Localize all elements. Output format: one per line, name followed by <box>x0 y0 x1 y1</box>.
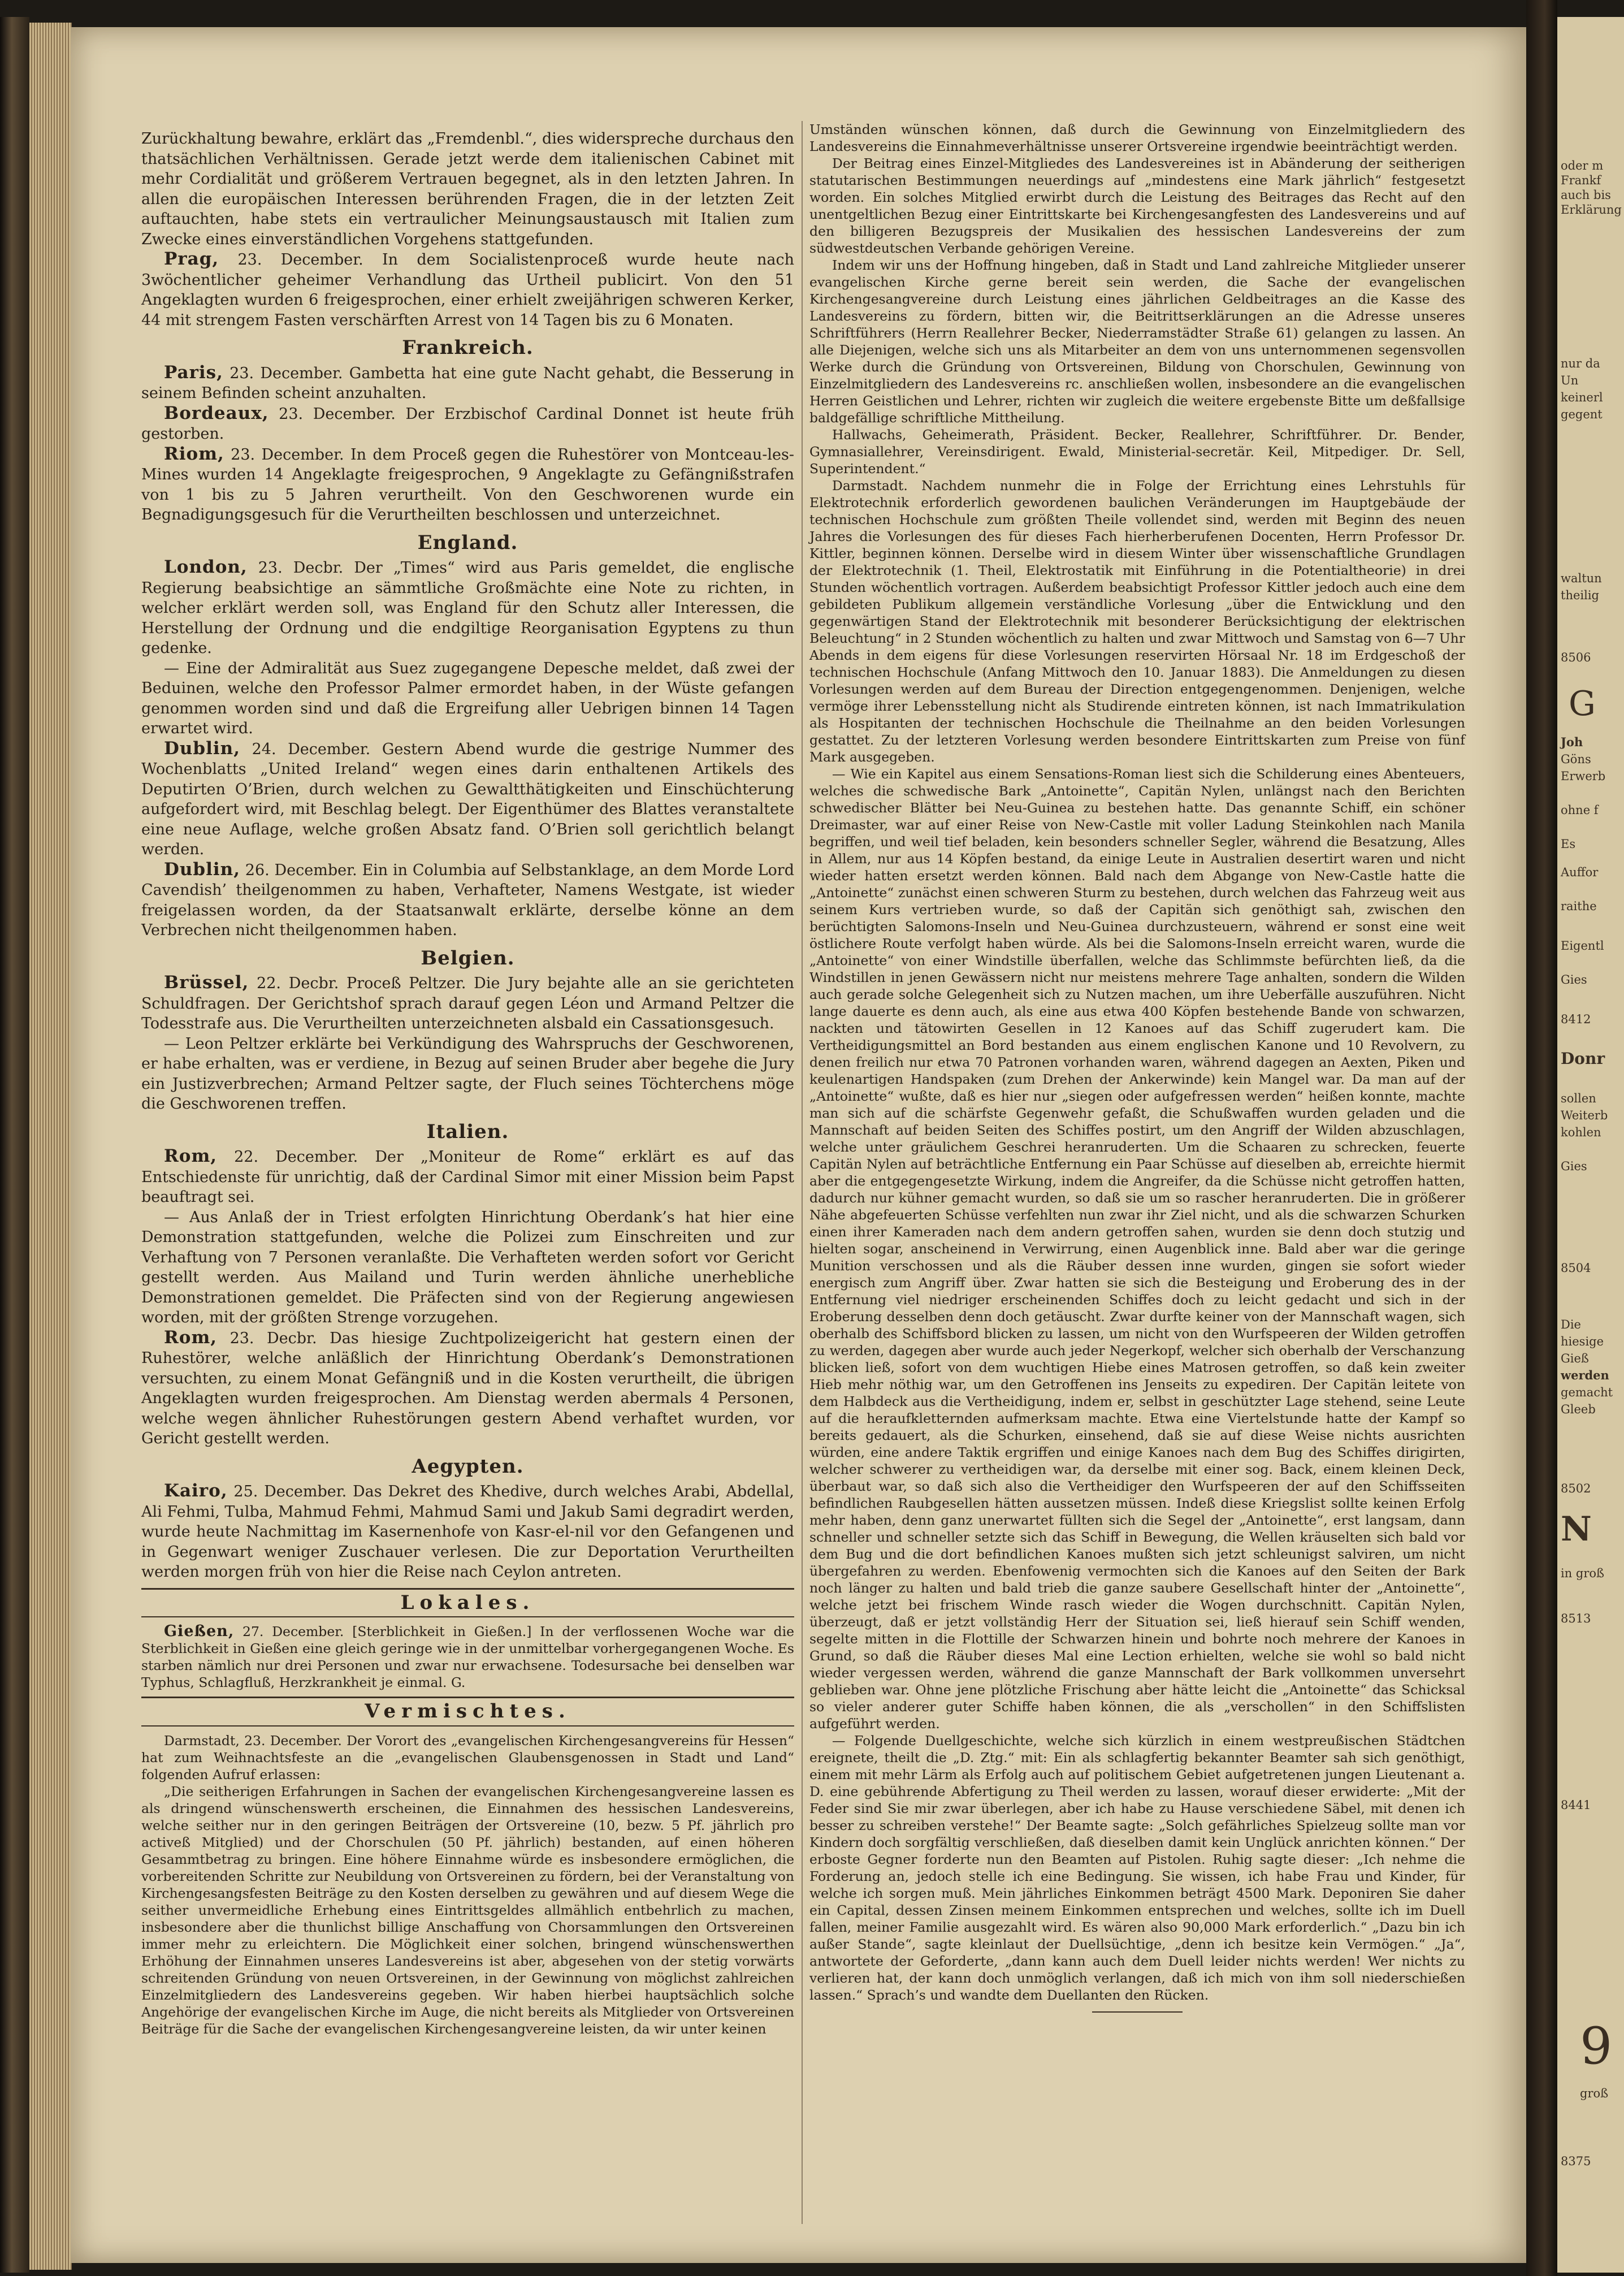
article-text: 23. December. Der Erzbischof Cardinal Donnet ist heute früh gestorben. <box>141 405 794 443</box>
article-text: 26. December. Ein in Columbia auf Selbstanklage, an dem Morde Lord Cavendish’ theilgenommen zu haben, Verhafteter, Namens Westgate, ist wieder freigelassen worden, da der Staatsanwalt erklärte, derselbe könne an dem Verbrechen nicht theilgenommen haben. <box>141 861 794 939</box>
fragment-text: auch bis <box>1561 188 1611 202</box>
dateline-place: London, <box>164 557 248 577</box>
article-text: 23. December. In dem Socialistenproceß wurde heute nach 3wöchentlicher geheimer Verhandlung das Urtheil publicirt. Von den 51 Angeklagten wurden 6 freigesprochen, einer erhielt zweijährigen schweren Kerker, 44 mit strengem Fasten verschärften Arrest von 14 Tagen bis zu 6 Monaten. <box>141 251 794 329</box>
article-duell: — Folgende Duellgeschichte, welche sich kürzlich in einem westpreußischen Städtchen ereignete, theilt die „D. Ztg.“ mit: Ein als schlagfertig bekannter Beamter sah sich genöthigt, einem mit mehr Lärm als Erfolg auch auf politischem Gebiet aufgetretenen jungen Lieutenant a. D. eine gebührende Abfertigung zu Theil werden zu lassen, worauf dieser erwiderte: „Mit der Feder sind Sie mir zwar überlegen, aber ich habe zu Hause verschiedene Säbel, mit denen ich besser zu schreiben verstehe!“ Der Beamte sagte: „Solch gefährliches Spielzeug sollte man vor Kindern doch sorgfältig verschließen, daß dieselben damit kein Unglück anrichten können.“ Der erboste Gegner forderte nun den Beamten auf Pistolen. Ruhig sagte dieser: „Ich nehme die Forderung an, jedoch stelle ich eine Bedingung. Sie wissen, ich habe Frau und Kinder, für welche ich sorgen muß. Mein jährliches Einkommen beträgt 4500 Mark. Deponiren Sie daher ein Capital, dessen Zinsen meinem Einkommen entsprechen und welches, sollte ich im Duell fallen, meiner Familie ausgezahlt wird. Es wären also 90,000 Mark erforderlich.“ „Dazu bin ich außer Stande“, sagte kleinlaut der Duellsüchtige, „denn ich besitze kein Vermögen.“ „Ja“, antwortete der Geforderte, „dann kann auch dem Duell leider nichts werden! Wer nichts zu verlieren hat, der kann doch unmöglich verlangen, daß ich mich von ihm soll niederschießen lassen.“ Sprach’s und wandte dem Duellanten den Rücken. <box>809 1733 1465 2003</box>
fragment-text: 8502 <box>1561 1482 1591 1495</box>
section-heading-lokales: Lokales. <box>400 1591 535 1614</box>
fragment-text: ohne f <box>1561 803 1599 817</box>
section-heading-england: England. <box>417 531 518 554</box>
section-heading-vermischtes: Vermischtes. <box>365 1700 571 1723</box>
article-rom-2 <box>141 1328 794 1449</box>
article-darmstadt-quote: „Die seitherigen Erfahrungen in Sachen der evangelischen Kirchengesangvereine lassen es als dringend wünschenswerth erscheinen, die Einnahmen des hessischen Landesvereins, welche seither nur in den geringen Beiträgen der Ortsvereine (10, bezw. 5 Pf. jährlich pro activeß Mitglied) und der Chorschulen (50 Pf. jährlich) bestanden, auf einen höheren Gesammtbetrag zu bringen. Eine höhere Einnahme würde es insbesondere ermöglichen, die vorbereitenden Schritte zur Neubildung von Ortsvereinen zu fördern, bei der Veranstaltung von Kirchengesangsfesten Beiträge zu den Kosten derselben zu gewähren und auf diesem Wege die seither unvermeidliche Erhebung eines Eintrittsgeldes allmählich entbehrlich zu machen, insbesondere aber die thunlichst billige Anschaffung von Chorsammlungen den Ortsvereinen immer mehr zu erleichtern. Die Möglichkeit einer solchen, bringend wünschenswerthen Erhöhung der Einnahmen unseres Landesvereins ist aber, abgesehen von der stetig vorwärts schreitenden Gründung von neuen Ortsvereinen, in der Gewinnung von möglichst zahlreichen Einzelmitgliedern des Landesvereins gegeben. Wir haben hierbei hauptsächlich solche Angehörige der evangelischen Kirche im Auge, die nicht bereits als Mitglieder von Ortsvereinen Beiträge für die Sache der evangelischen Kirchengesangvereine leisten, da wir unter keinen <box>141 1783 794 2037</box>
dateline-place: Dublin, <box>164 859 240 880</box>
fragment-text: groß <box>1580 2087 1609 2100</box>
dateline-place: Dublin, <box>164 738 240 759</box>
fragment-text: gegent <box>1561 408 1603 421</box>
article-elektrotechnik: Darmstadt. Nachdem nunmehr die in Folge der Errichtung eines Lehrstuhls für Elektrotechnik erforderlich gewordenen baulichen Veränderungen im Hauptgebäude der technischen Hochschule zum größten Theile vollendet sind, werden mit Beginn des neuen Jahres die Vorlesungen des für dieses Fach hierherberufenen Docenten, Herrn Professor Dr. Kittler, beginnen können. Derselbe wird in diesem Winter über wissenschaftliche Grundlagen der Elektrotechnik (1. Theil, Elektrostatik mit Einführung in die Potentialtheorie) in drei Stunden wöchentlich vortragen. Außerdem beabsichtigt Professor Kittler jedoch auch eine dem gebildeten Publikum allgemein verständliche Vorlesung „über die Entwicklung und den gegenwärtigen Stand der Elektrotechnik mit besonderer Berücksichtigung der elektrischen Beleuchtung“ in 2 Stunden wöchentlich zu halten und zwar Mittwoch und Samstag von 6—7 Uhr Abends in dem eigens für diese Vorlesungen reservirten Hörsaal Nr. 18 im Erdgeschoß der technischen Hochschule (Anfang Mittwoch den 10. Januar 1883). Die Anmeldungen zu diesen Vorlesungen werden auf dem Bureau der Direction entgegengenommen. Denjenigen, welche vermöge ihrer Lebensstellung nicht als Studirende eintreten können, ist nach Immatrikulation als Hospitanten der technischen Hochschule die Theilnahme an den beiden Vorlesungen gestattet. Zu der letzteren Vorlesung werden besondere Eintrittskarten zum Preise von fünf Mark ausgegeben. <box>809 478 1465 765</box>
article-paragraph: — Aus Anlaß der in Triest erfolgten Hinrichtung Oberdank’s hat hier eine Demonstration stattgefunden, welche die Polizei zum Einschreiten und zur Verhaftung von 7 Personen veranlaßte. Die Verhafteten werden sofort vor Gericht gestellt werden. Aus Mailand und Turin werden ähnliche unerhebliche Demonstrationen gemeldet. Die Präfecten sind von der Regierung angewiesen worden, mit der größten Strenge vorzugehen. <box>141 1208 794 1326</box>
fragment-text: Frankf <box>1561 174 1601 187</box>
dateline-place: Paris, <box>164 362 223 383</box>
fragment-text: oder m <box>1561 159 1604 172</box>
fragment-text: 9 <box>1580 2017 1613 2076</box>
article-paragraph: — Eine der Admiralität aus Suez zugegangene Depesche meldet, daß zwei der Beduinen, welche den Professor Palmer ermordet haben, in der Wüste gefangen genommen worden sind und daß die Ergreifung aller Uebrigen binnen 14 Tagen erwartet wird. <box>141 659 794 737</box>
fragment-text: Gies <box>1561 973 1587 986</box>
fragment-text: Erklärung <box>1561 203 1622 217</box>
dateline-place: Riom, <box>164 443 224 464</box>
article-text: 23. December. In dem Proceß gegen die Ruhestörer von Montceau-les-Mines wurden 14 Angeklagte freigesprochen, 9 Angeklagte zu Gefängnißstrafen von 1 bis zu 5 Jahren verurtheilt. Von den Geschworenen wurde ein Begnadigungsgesuch für die Verurtheilten beschlossen und unterzeichnet. <box>141 445 794 523</box>
right-column <box>809 121 1465 2020</box>
fragment-text: Göns <box>1561 752 1591 766</box>
fragment-text: 8506 <box>1561 651 1591 664</box>
fragment-text: Gleeb <box>1561 1403 1596 1416</box>
article-giessen <box>141 1623 794 1691</box>
fragment-text: in groß <box>1561 1567 1605 1580</box>
fragment-text: theilig <box>1561 589 1599 602</box>
article-paragraph: Zurückhaltung bewahre, erklärt das „Fremdenbl.“, dies widerspreche durchaus den thatsächlichen Verhältnissen. Gerade jetzt werde dem italienischen Cabinet mit mehr Cordialität und größerem Vertrauen begegnet, als in den letzten Jahren. In allen die europäischen Interessen berührenden Fragen, die in der letzten Zeit auftauchten, habe stets ein vertraulicher Meinungsaustausch mit Italien zum Zwecke eines einverständlichen Vorgehens stattgefunden. <box>141 130 794 248</box>
section-heading-belgien: Belgien. <box>421 946 515 970</box>
section-rule <box>141 1725 794 1727</box>
section-heading-aegypten: Aegypten. <box>412 1455 524 1478</box>
fragment-text: N <box>1561 1509 1592 1549</box>
dateline-place: Gießen, <box>164 1622 235 1640</box>
book-gutter <box>1526 0 1557 2276</box>
fragment-text: hiesige <box>1561 1335 1604 1348</box>
section-rule <box>141 1616 794 1617</box>
article-dublin-2 <box>141 860 794 941</box>
dateline-place: Rom, <box>164 1146 218 1166</box>
article-paris <box>141 363 794 404</box>
article-text: 22. Decbr. Proceß Peltzer. Die Jury bejahte alle an sie gerichteten Schuldfragen. Der Gerichtshof sprach darauf gegen Léon und Armand Peltzer die Todesstrafe aus. Die Verurtheilten unterzeichneten alsbald ein Cassationsgesuch. <box>141 975 794 1032</box>
dateline-place: Prag, <box>164 249 219 269</box>
section-heading-italien: Italien. <box>426 1120 509 1143</box>
article-text: 22. December. Der „Moniteur de Rome“ erklärt es auf das Entschiedenste für unrichtig, daß der Cardinal Simor mit einer Mission beim Papst beauftragt sei. <box>141 1148 794 1206</box>
fragment-text: nur da <box>1561 357 1600 370</box>
fragment-text: Gies <box>1561 1159 1587 1173</box>
fragment-text: Eigentl <box>1561 939 1604 953</box>
section-rule <box>141 1697 794 1698</box>
article-riom <box>141 444 794 525</box>
page-edges <box>29 23 72 2270</box>
article-text: 24. December. Gestern Abend wurde die gestrige Nummer des Wochenblatts „United Ireland“ wegen eines darin enthaltenen Artikels des Deputirten O’Brien, durch welchen zu Gewaltthätigkeiten und Einschüchterung aufgefordert wird, mit Beschlag belegt. Der Eigenthümer des Blattes veranstaltete eine neue Auflage, welche großen Absatz fand. O’Brien soll gerichtlich belangt werden. <box>141 740 794 858</box>
fragment-text: 8504 <box>1561 1261 1591 1275</box>
section-heading-frankreich: Frankreich. <box>402 336 534 359</box>
article-text: 27. December. [Sterblichkeit in Gießen.] In der verflossenen Woche war die Sterblichkeit in Gießen eine gleich geringe wie in der unmittelbar vorhergegangenen Woche. Es starben nämlich nur drei Personen und zwar nur erwachsene. Todesursache bei denselben war Typhus, Schlagfluß, Herzkrankheit je einmal. G. <box>141 1624 794 1690</box>
end-rule <box>1092 2011 1183 2013</box>
fragment-text: Joh <box>1561 735 1583 749</box>
fragment-text: Weiterb <box>1561 1109 1608 1122</box>
fragment-text: waltun <box>1561 572 1602 585</box>
fragment-text: Gieß <box>1561 1352 1589 1365</box>
article-bordeaux <box>141 404 794 444</box>
article-paragraph: — Leon Peltzer erklärte bei Verkündigung des Wahrspruchs der Geschworenen, er habe erhalten, was er verdiene, in Bezug auf seinen Bruder aber begehe die Jury ein Justizverbrechen; Armand Peltzer sagte, der Fluch seines Töchterchens möge die Geschworenen treffen. <box>141 1035 794 1113</box>
fragment-text: gemacht <box>1561 1386 1613 1399</box>
dateline-place: Rom, <box>164 1327 218 1348</box>
article-paragraph: Umständen wünschen können, daß durch die Gewinnung von Einzelmitgliedern des Landesvereins die Einnahmeverhältnisse unserer Ortsvereine irgendwie beeinträchtigt werden. <box>809 122 1465 154</box>
article-bruessel <box>141 973 794 1034</box>
fragment-text: keinerl <box>1561 391 1603 404</box>
fragment-text: G <box>1569 684 1596 724</box>
section-rule <box>141 1588 794 1590</box>
fragment-text: 8513 <box>1561 1612 1591 1625</box>
fragment-text: sollen <box>1561 1092 1596 1105</box>
fragment-text: Die <box>1561 1318 1581 1331</box>
article-text: 23. Decbr. Das hiesige Zuchtpolizeigericht hat gestern einen der Ruhestörer, welche anläßlich der Hinrichtung Oberdank’s Demonstrationen versuchten, zu einem Monat Gefängniß und in die Kosten verurtheilt, die übrigen Angeklagten wurden freigesprochen. Am Dienstag werden abermals 4 Personen, welche wegen ähnlicher Ruhestörungen gestern Abend verhaftet wurden, vor Gericht gestellt werden. <box>141 1329 794 1447</box>
dateline-place: Brüssel, <box>164 972 249 993</box>
article-antoinette: — Wie ein Kapitel aus einem Sensations-Roman liest sich die Schilderung eines Abenteuers, welches die schwedische Bark „Antoinette“, Capitän Nylen, unlängst nach den Berichten schwedischer Blätter bei Neu-Guinea zu bestehen hatte. Das genannte Schiff, ein schöner Dreimaster, war auf einer Reise von New-Castle mit voller Ladung Steinkohlen nach Manila begriffen, und weil tief beladen, kein besonders schneller Segler, während die Besatzung, Alles in Allem, nur aus 14 Köpfen bestand, da einige Leute in Australien desertirt waren und nicht wieder hatten ersetzt werden können. Bald nach dem Abgange von New-Castle hatte die „Antoinette“ zunächst einen schweren Sturm zu bestehen, durch welchen das Fahrzeug weit aus seinem Kurs vertrieben wurde, so daß der Capitän sich genöthigt sah, zwischen den berüchtigten Salomons-Inseln und Neu-Guinea durchzusteuern, während er sonst eine weit östlichere Route verfolgt haben würde. Als bei die Salomons-Inseln erreicht waren, wurde die „Antoinette“ von einer Windstille überfallen, welche das Schlimmste befürchten ließ, da die Windstillen in jenen Gewässern nicht nur meistens mehrere Tage anhalten, sondern die Wilden auch gerade solche Gelegenheit sich zu Nutzen machen, um ihre Ueberfälle auszuführen. Nicht lange dauerte es denn auch, als eine aus etwa 400 Köpfen bestehende Bande von schwarzen, nackten und tätowirten Gesellen in 12 Kanoes auf das Schiff zugerudert kam. Die Vertheidigungsmittel an Bord bestanden aus einem englischen Kanone und 10 Revolvern, zu denen freilich nur etwa 70 Patronen vorhanden waren, während dagegen an Aexten, Piken und keulenartigen Handspaken (zum Drehen der Ankerwinde) kein Mangel war. Da man auf der „Antoinette“ wußte, daß es hier nur „siegen oder aufgefressen werden“ heißen konnte, machte man sich auf die schärfste Gegenwehr gefaßt, die Schußwaffen wurden geladen und die Mannschaft auf beiden Seiten des Schiffes postirt, um den Angriff der Wilden abzuschlagen, welche unter gräulichem Geschrei heranruderten. Um die Schaaren zu schrecken, feuerte Capitän Nylen auf beträchtliche Entfernung ein Paar Schüsse auf dieselben ab, erreichte hiermit aber die entgegengesetzte Wirkung, indem die Angreifer, da die Schüsse nicht getroffen hatten, dadurch nur kühner gemacht wurden, so daß sie um so rascher heranruderten. Die in größerer Nähe abgefeuerten Schüsse verfehlten nun zwar ihr Ziel nicht, und als die schwarzen Schurken einen ihrer Kameraden nach dem andern getroffen sahen, wurden sie denn doch stutzig und hielten sogar, anscheinend in Verwirrung, einen Augenblick inne. Bald aber war die geringe Munition verschossen und als die Räuber dessen inne wurden, gingen sie sofort wieder energisch zum Angriff über. Zwar hatten sie sich die Besteigung und Eroberung des in der Entfernung viel niedriger erscheinenden Schiffes doch zu leicht gedacht und sich in der Eroberung desselben denn doch getäuscht. Zwar durfte keiner von der Mannschaft wagen, sich oberhalb des Schiffsbord blicken zu lassen, um nicht von den Wurfspeeren der Wilden getroffen zu werden, dagegen aber wurde auch jeder Negerkopf, welcher sich oberhalb der Verschanzung blicken ließ, sofort von dem wuchtigen Hiebe eines Matrosen getroffen, so daß kein zweiter Hieb mehr nöthig war, um den Getroffenen ins Jenseits zu expediren. Der Capitän leitete von dem Halbdeck aus die Vertheidigung, indem er, selbst in geschützter Lage stehend, seine Leute auf die heraufkletternden aufmerksam machte. Etwa eine Viertelstunde hatte der Kampf so bereits gedauert, als die Schurken, einsehend, daß sie auf diese Weise nichts ausrichten würden, eine andere Taktik ergriffen und einige Kanoes nach dem Bug des Schiffes dirigirten, welcher schwerer zu vertheidigen war, da derselbe mit einer sog. Back, einem kleinen Deck, überbaut war, so daß sich also die Vertheidiger den Wurfspeeren der auf den Schiffsseiten befindlichen Raubgesellen hätten aussetzen müssen. Indeß diese Kriegslist sollte keinen Erfolg mehr haben, denn ganz unerwartet füllten sich die Segel der „Antoinette“, erst langsam, dann schneller und schneller setzte sich das Schiff in Bewegung, die Wellen kräuselten sich bald vor dem Bug und die dort befindlichen Kanoes mußten sich jetzt schleunigst salviren, um nicht übergefahren zu werden. Ebenfowenig vermochten sich die Kanoes auf den Seiten der Bark noch länger zu halten und bald trieb die ganze saubere Gesellschaft hinter der „Antoinette“, welche jetzt bei frischem Winde rasch wieder die Wogen durchschnitt. Capitän Nylen, überzeugt, daß er jetzt vollständig Herr der Situation sei, ließ hierauf sein Schiff wenden, segelte mitten in die Flottille der Schwarzen hinein und bohrte noch mehrere der Kanoes in Grund, so daß die Räuber dieses Mal eine Lection erhielten, welche sie wohl so bald nicht wieder vergessen werden, während die ganze Mannschaft der Bark vollkommen unversehrt geblieben war. Ohne jene plötzliche Frischung aber hätte leicht die „Antoinette“ das Schicksal so vieler anderer guter Schiffe haben können, die als „verschollen“ in den Schiffslisten aufgeführt werden. <box>809 766 1465 1732</box>
dateline-place: Bordeaux, <box>164 403 269 423</box>
article-text: 23. December. Gambetta hat eine gute Nacht gehabt, die Besserung in seinem Befinden scheint anzuhalten. <box>141 364 794 402</box>
fragment-text: Auffor <box>1561 866 1599 879</box>
fragment-text: Un <box>1561 374 1579 387</box>
article-paragraph: Indem wir uns der Hoffnung hingeben, daß in Stadt und Land zahlreiche Mitglieder unserer evangelischen Kirche gerne bereit sein werden, die Sache der evangelischen Kirchengesangvereine durch Leistung eines jährlichen Geldbeitrages an die Kasse des Landesvereins zu fördern, bitten wir, die Beitrittserklärungen an die Adresse unseres Schriftführers (Herrn Reallehrer Becker, Niederramstädter Straße 61) gelangen zu lassen. An alle Diejenigen, welche sich uns als Mitarbeiter an dem von uns unternommenen segensvollen Werke durch die Gründung von Ortsvereinen, Bildung von Chorschulen, Gewinnung von Einzelmitgliedern des Landesvereins rc. anschließen wollen, insbesondere an die evangelischen Herren Geistlichen und Lehrer, richten wir zugleich die weitere ergebenste Bitte um deßfallsige baldgefällige schriftliche Mittheilung. <box>809 257 1465 426</box>
article-kairo <box>141 1481 794 1582</box>
fragment-text: kohlen <box>1561 1126 1601 1139</box>
article-text: 23. Decbr. Der „Times“ wird aus Paris gemeldet, die englische Regierung beabsichtige an sämmtliche Großmächte eine Note zu richten, in welcher erklärt werden soll, was England für den Schutz aller Interessen, die Herstellung der Ordnung und die endgiltige Reorganisation Egyptens zu thun gedenke. <box>141 559 794 657</box>
fragment-text: Es <box>1561 837 1576 851</box>
fragment-text: 8375 <box>1561 2154 1591 2168</box>
article-text: 25. December. Das Dekret des Khedive, durch welches Arabi, Abdellal, Ali Fehmi, Tulba, Mahmud Fehmi, Mahmud Sami und Jakub Sami degradirt werden, wurde heute Nachmittag im Kasernenhofe von Kasr-el-nil vor den Gefangenen und in Gegenwart weniger Zuschauer verlesen. Die zur Deportation Verurtheilten werden morgen früh von hier die Reise nach Ceylon antreten. <box>141 1483 795 1581</box>
fragment-text: raithe <box>1561 899 1597 913</box>
article-dublin <box>141 739 794 860</box>
fragment-text: Erwerb <box>1561 769 1606 783</box>
adjacent-page-fragment <box>1557 17 1624 2273</box>
dateline-place: Kairo, <box>164 1481 228 1501</box>
fragment-text: 8441 <box>1561 1798 1591 1812</box>
article-london <box>141 557 794 659</box>
article-prag <box>141 249 794 330</box>
left-column <box>141 129 794 2037</box>
fragment-text: Donr <box>1561 1049 1605 1068</box>
book-binding <box>0 17 29 2273</box>
article-paragraph: Der Beitrag eines Einzel-Mitgliedes des Landesvereines ist in Abänderung der seitherigen statutarischen Bestimmungen neuerdings auf „mindestens eine Mark jährlich“ festgesetzt worden. Ein solches Mitglied erwirbt durch die Leistung des Beitrages das Recht auf den unentgeltlichen Bezug einer Eintrittskarte bei Kirchengesangfesten des Landesvereins und auf den billigeren Bezugspreis der Musikalien des hessischen Landesvereins der zum südwestdeutschen Verbande gehörigen Vereine. <box>809 155 1465 256</box>
signature-block: Hallwachs, Geheimerath, Präsident. Becker, Reallehrer, Schriftführer. Dr. Bender, Gymnasiallehrer, Vereinsdirigent. Ewald, Ministerial-secretär. Keil, Mitpediger. Dr. Sell, Superintendent.“ <box>809 427 1465 477</box>
fragment-text: werden <box>1561 1368 1609 1382</box>
article-darmstadt: Darmstadt, 23. December. Der Vorort des „evangelischen Kirchengesangvereins für Hessen“ hat zum Weihnachtsfeste an die „evangelischen Glaubensgenossen in Stadt und Land“ folgenden Aufruf erlassen: <box>141 1732 794 1782</box>
article-rom <box>141 1146 794 1208</box>
column-divider <box>802 121 803 2224</box>
fragment-text: 8412 <box>1561 1012 1591 1026</box>
